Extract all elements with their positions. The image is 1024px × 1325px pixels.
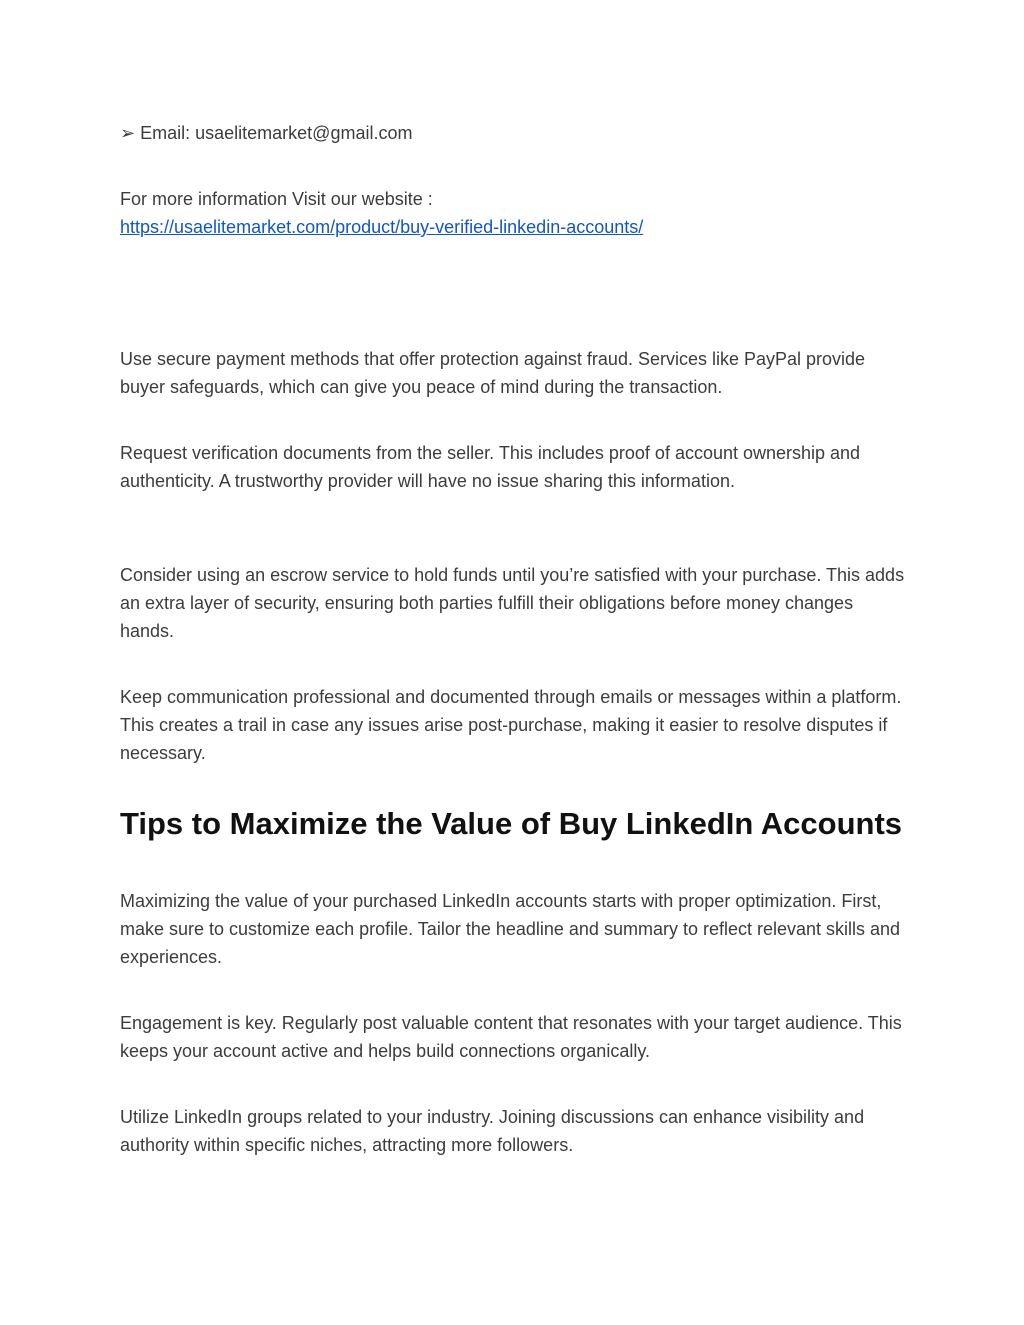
paragraph-verification-documents: Request verification documents from the seller. This includes proof of account ownership and authenticity. A trustworthy provider will have no issue sharing this information. <box>120 443 861 491</box>
contact-email-line <box>120 119 910 147</box>
paragraph-linkedin-groups: Utilize LinkedIn groups related to your industry. Joining discussions can enhance visibility and authority within specific niches, attracting more followers. <box>120 1107 865 1155</box>
email-text: Email: usaelitemarket@gmail.com <box>140 123 413 143</box>
section-heading: Tips to Maximize the Value of Buy LinkedIn Accounts <box>120 806 903 841</box>
paragraph-communication: Keep communication professional and documented through emails or messages within a platform. This creates a trail in case any issues arise post-purchase, making it easier to resolve disputes if necessary. <box>120 687 902 763</box>
paragraph-engagement: Engagement is key. Regularly post valuable content that resonates with your target audience. This keeps your account active and helps build connections organically. <box>120 1013 902 1061</box>
paragraph-escrow-service: Consider using an escrow service to hold funds until you’re satisfied with your purchase. This adds an extra layer of security, ensuring both parties fulfill their obligations before money changes hands. <box>120 565 905 641</box>
website-info <box>120 185 910 241</box>
paragraph-optimization: Maximizing the value of your purchased LinkedIn accounts starts with proper optimization. First, make sure to customize each profile. Tailor the headline and summary to reflect relevant skills and experiences. <box>120 891 901 967</box>
website-label: For more information Visit our website : <box>120 189 433 209</box>
website-link[interactable]: https://usaelitemarket.com/product/buy-verified-linkedin-accounts/ <box>120 217 644 237</box>
arrow-bullet-icon: ➢ <box>120 123 136 143</box>
paragraph-secure-payment: Use secure payment methods that offer protection against fraud. Services like PayPal provide buyer safeguards, which can give you peace of mind during the transaction. <box>120 349 866 397</box>
